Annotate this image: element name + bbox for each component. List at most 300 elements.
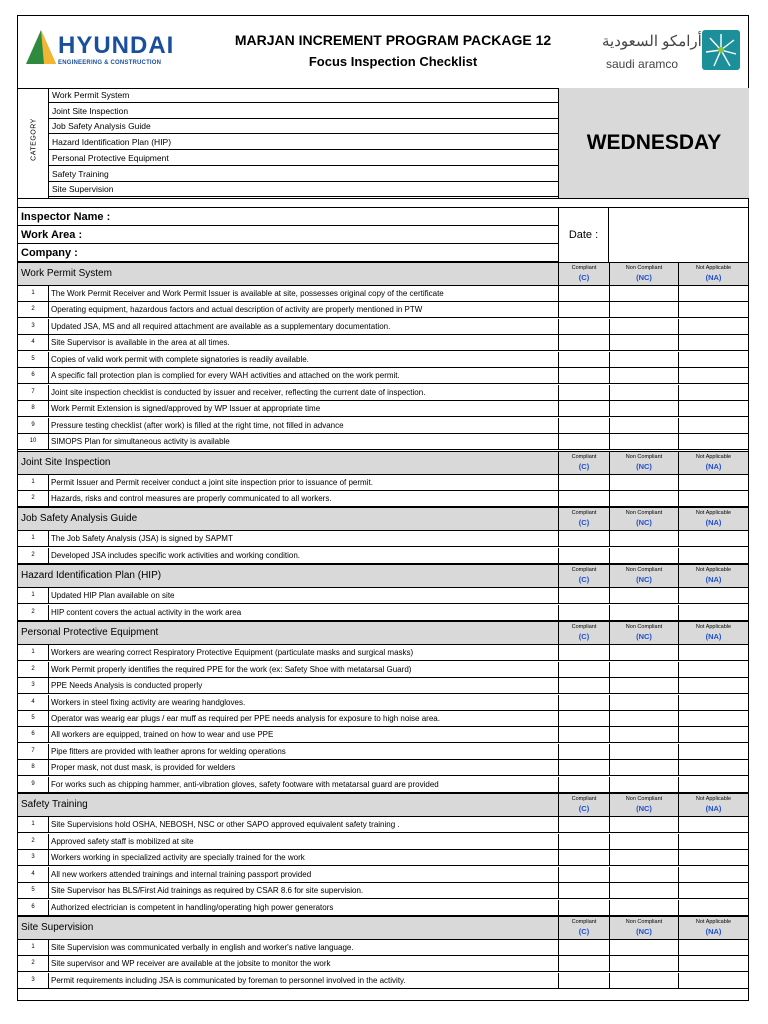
compliant-checkbox-cell[interactable] bbox=[558, 605, 610, 620]
checklist-row bbox=[18, 434, 748, 450]
not-applicable-code: (NA) bbox=[705, 575, 722, 585]
checklist-row bbox=[18, 645, 748, 661]
section-title: Site Supervision bbox=[21, 921, 94, 933]
compliant-checkbox-cell[interactable] bbox=[558, 385, 610, 400]
compliant-checkbox-cell[interactable] bbox=[558, 727, 610, 742]
compliant-checkbox-cell[interactable] bbox=[558, 401, 610, 416]
compliant-checkbox-cell[interactable] bbox=[558, 662, 610, 677]
checklist-item-text: Permit requirements including JSA is communicated by foreman to personnel involved in the activity. bbox=[51, 975, 406, 985]
non-compliant-column-header bbox=[609, 452, 678, 474]
checklist-sheet bbox=[17, 15, 749, 1001]
compliant-column-header bbox=[558, 794, 609, 816]
row-number: 10 bbox=[18, 434, 49, 449]
compliant-column-header bbox=[558, 263, 609, 285]
not-applicable-column-header bbox=[678, 917, 748, 939]
non-compliant-code: (NC) bbox=[636, 273, 652, 282]
non-compliant-checkbox-cell[interactable] bbox=[609, 956, 679, 971]
compliant-code: (C) bbox=[578, 518, 590, 528]
not-applicable-checkbox-cell[interactable] bbox=[678, 401, 749, 416]
section-header bbox=[18, 793, 748, 817]
row-number: 3 bbox=[18, 973, 49, 988]
not-applicable-checkbox-cell[interactable] bbox=[678, 744, 749, 759]
checklist-item-text: Site Supervisor is available in the area at all times. bbox=[51, 338, 230, 348]
checklist-row bbox=[18, 531, 748, 547]
not-applicable-checkbox-cell[interactable] bbox=[678, 335, 749, 350]
not-applicable-checkbox-cell[interactable] bbox=[678, 302, 749, 317]
non-compliant-code: (NC) bbox=[636, 804, 652, 814]
row-number: 2 bbox=[18, 956, 49, 971]
checklist-item-text: The Work Permit Receiver and Work Permit Issuer is available at site, possesses original copy of the certificate bbox=[51, 289, 444, 298]
checklist-item-text: Copies of valid work permit with complete signatories is readily available. bbox=[51, 354, 309, 364]
category-label: CATEGORY bbox=[30, 118, 38, 161]
row-number: 4 bbox=[18, 335, 49, 350]
not-applicable-code: (NA) bbox=[705, 632, 722, 642]
compliant-label: Compliant bbox=[571, 624, 597, 631]
not-applicable-checkbox-cell[interactable] bbox=[678, 418, 749, 433]
not-applicable-label: Not Applicable bbox=[695, 796, 732, 803]
non-compliant-checkbox-cell[interactable] bbox=[609, 401, 679, 416]
checklist-row bbox=[18, 548, 748, 564]
non-compliant-column-header bbox=[609, 794, 678, 816]
non-compliant-code: (NC) bbox=[636, 575, 652, 585]
not-applicable-code: (NA) bbox=[705, 518, 722, 528]
not-applicable-column-header bbox=[678, 508, 748, 530]
not-applicable-column-header bbox=[678, 622, 748, 644]
section-header bbox=[18, 916, 748, 940]
not-applicable-label: Not Applicable bbox=[695, 624, 732, 631]
row-number: 9 bbox=[18, 418, 49, 433]
non-compliant-checkbox-cell[interactable] bbox=[609, 727, 679, 742]
section-header bbox=[18, 621, 748, 645]
row-number: 2 bbox=[18, 302, 49, 317]
non-compliant-checkbox-cell[interactable] bbox=[609, 744, 679, 759]
not-applicable-code: (NA) bbox=[705, 273, 722, 282]
checklist-item-text: Operating equipment, hazardous factors and actual description of activity are properly mentioned in PTW bbox=[51, 305, 423, 315]
compliant-checkbox-cell[interactable] bbox=[558, 777, 610, 792]
row-number: 5 bbox=[18, 883, 49, 898]
section-header bbox=[18, 451, 748, 475]
non-compliant-checkbox-cell[interactable] bbox=[609, 817, 679, 832]
compliant-checkbox-cell[interactable] bbox=[558, 491, 610, 506]
non-compliant-column-header bbox=[609, 263, 678, 285]
compliant-checkbox-cell[interactable] bbox=[558, 900, 610, 915]
not-applicable-checkbox-cell[interactable] bbox=[678, 777, 749, 792]
category-item: Job Safety Analysis Guide bbox=[49, 119, 558, 134]
checklist-item-text: A specific fall protection plan is complied for every WAH activities and attached on the work permit. bbox=[51, 371, 400, 381]
checklist-item-text: Workers are wearing correct Respiratory Protective Equipment (particulate masks and surgical masks) bbox=[51, 648, 414, 658]
compliant-checkbox-cell[interactable] bbox=[558, 973, 610, 988]
row-number: 9 bbox=[18, 777, 49, 792]
not-applicable-checkbox-cell[interactable] bbox=[678, 531, 749, 546]
row-number: 3 bbox=[18, 850, 49, 865]
not-applicable-column-header bbox=[678, 565, 748, 587]
checklist-item-text: For works such as chipping hammer, anti-vibration gloves, safety footware with metatarsal guard are provided bbox=[51, 779, 439, 789]
row-number: 5 bbox=[18, 352, 49, 367]
compliant-checkbox-cell[interactable] bbox=[558, 645, 610, 660]
non-compliant-checkbox-cell[interactable] bbox=[609, 850, 679, 865]
row-number: 2 bbox=[18, 491, 49, 506]
non-compliant-code: (NC) bbox=[636, 461, 652, 471]
checklist-row bbox=[18, 867, 748, 883]
compliant-label: Compliant bbox=[571, 567, 597, 574]
not-applicable-checkbox-cell[interactable] bbox=[678, 956, 749, 971]
compliant-checkbox-cell[interactable] bbox=[558, 302, 610, 317]
not-applicable-code: (NA) bbox=[705, 461, 722, 471]
checklist-row bbox=[18, 744, 748, 760]
not-applicable-checkbox-cell[interactable] bbox=[678, 850, 749, 865]
row-number: 6 bbox=[18, 900, 49, 915]
non-compliant-label: Non Compliant bbox=[625, 567, 663, 574]
compliant-checkbox-cell[interactable] bbox=[558, 548, 610, 563]
non-compliant-checkbox-cell[interactable] bbox=[609, 834, 679, 849]
checklist-item-text: Permit Issuer and Permit receiver conduct a joint site inspection prior to issuance of permit. bbox=[51, 477, 373, 487]
checklist-item-text: Pressure testing checklist (after work) is filled at the right time, not filled in advance bbox=[51, 420, 344, 430]
checklist-row bbox=[18, 956, 748, 972]
compliant-checkbox-cell[interactable] bbox=[558, 319, 610, 334]
compliant-checkbox-cell[interactable] bbox=[558, 940, 610, 955]
aramco-star-icon bbox=[702, 30, 740, 70]
category-item: Site Supervision bbox=[49, 182, 558, 197]
non-compliant-code: (NC) bbox=[636, 518, 652, 528]
checklist-row bbox=[18, 662, 748, 678]
non-compliant-checkbox-cell[interactable] bbox=[609, 491, 679, 506]
aramco-english-text: saudi aramco bbox=[606, 57, 679, 71]
non-compliant-code: (NC) bbox=[636, 926, 652, 936]
compliant-checkbox-cell[interactable] bbox=[558, 711, 610, 726]
compliant-checkbox-cell[interactable] bbox=[558, 368, 610, 383]
compliant-checkbox-cell[interactable] bbox=[558, 335, 610, 350]
non-compliant-column-header bbox=[609, 508, 678, 530]
section-title: Personal Protective Equipment bbox=[21, 627, 159, 639]
not-applicable-checkbox-cell[interactable] bbox=[678, 385, 749, 400]
row-number: 1 bbox=[18, 531, 49, 546]
compliant-checkbox-cell[interactable] bbox=[558, 352, 610, 367]
checklist-item-text: Updated JSA, MS and all required attachment are available as a supplementary documentation. bbox=[51, 321, 391, 331]
not-applicable-checkbox-cell[interactable] bbox=[678, 475, 749, 490]
compliant-checkbox-cell[interactable] bbox=[558, 434, 610, 449]
not-applicable-checkbox-cell[interactable] bbox=[678, 867, 749, 882]
non-compliant-code: (NC) bbox=[636, 632, 652, 642]
row-number: 7 bbox=[18, 385, 49, 400]
non-compliant-checkbox-cell[interactable] bbox=[609, 760, 679, 775]
inspector-name-row: Inspector Name : bbox=[18, 208, 558, 226]
checklist-row bbox=[18, 286, 748, 302]
row-number: 8 bbox=[18, 760, 49, 775]
hyundai-subtitle: ENGINEERING & CONSTRUCTION bbox=[58, 60, 162, 66]
not-applicable-label: Not Applicable bbox=[695, 567, 732, 574]
non-compliant-checkbox-cell[interactable] bbox=[609, 867, 679, 882]
non-compliant-checkbox-cell[interactable] bbox=[609, 777, 679, 792]
compliant-checkbox-cell[interactable] bbox=[558, 834, 610, 849]
row-number: 1 bbox=[18, 940, 49, 955]
not-applicable-checkbox-cell[interactable] bbox=[678, 352, 749, 367]
row-number: 3 bbox=[18, 678, 49, 693]
compliant-label: Compliant bbox=[571, 265, 597, 271]
section-title: Safety Training bbox=[21, 799, 88, 811]
compliant-checkbox-cell[interactable] bbox=[558, 678, 610, 693]
checklist-row bbox=[18, 319, 748, 335]
checklist-row bbox=[18, 335, 748, 351]
not-applicable-label: Not Applicable bbox=[695, 918, 732, 925]
compliant-checkbox-cell[interactable] bbox=[558, 883, 610, 898]
not-applicable-checkbox-cell[interactable] bbox=[678, 605, 749, 620]
compliant-checkbox-cell[interactable] bbox=[558, 531, 610, 546]
compliant-checkbox-cell[interactable] bbox=[558, 850, 610, 865]
compliant-column-header bbox=[558, 622, 609, 644]
non-compliant-column-header bbox=[609, 565, 678, 587]
non-compliant-label: Non Compliant bbox=[625, 796, 663, 803]
not-applicable-checkbox-cell[interactable] bbox=[678, 548, 749, 563]
checklist-item-text: Operator was wearig ear plugs / ear muff as required per PPE needs analysis for exposure to high noise area. bbox=[51, 714, 440, 723]
checklist-row bbox=[18, 711, 748, 727]
category-item: Personal Protective Equipment bbox=[49, 151, 558, 166]
not-applicable-checkbox-cell[interactable] bbox=[678, 695, 749, 710]
non-compliant-label: Non Compliant bbox=[625, 624, 663, 631]
compliant-column-header bbox=[558, 565, 609, 587]
checklist-item-text: Proper mask, not dust mask, is provided for welders bbox=[51, 763, 236, 773]
non-compliant-checkbox-cell[interactable] bbox=[609, 548, 679, 563]
non-compliant-checkbox-cell[interactable] bbox=[609, 940, 679, 955]
non-compliant-checkbox-cell[interactable] bbox=[609, 531, 679, 546]
divider bbox=[18, 198, 748, 208]
compliant-label: Compliant bbox=[571, 510, 597, 517]
compliant-checkbox-cell[interactable] bbox=[558, 956, 610, 971]
non-compliant-checkbox-cell[interactable] bbox=[609, 475, 679, 490]
not-applicable-checkbox-cell[interactable] bbox=[678, 491, 749, 506]
checklist-item-text: Work Permit Extension is signed/approved by WP Issuer at appropriate time bbox=[51, 404, 321, 414]
checklist-row bbox=[18, 605, 748, 621]
checklist-row bbox=[18, 302, 748, 318]
compliant-column-header bbox=[558, 452, 609, 474]
checklist-row bbox=[18, 883, 748, 899]
non-compliant-checkbox-cell[interactable] bbox=[609, 900, 679, 915]
row-number: 2 bbox=[18, 662, 49, 677]
compliant-checkbox-cell[interactable] bbox=[558, 588, 610, 603]
section-header bbox=[18, 564, 748, 588]
compliant-checkbox-cell[interactable] bbox=[558, 744, 610, 759]
compliant-label: Compliant bbox=[571, 453, 597, 460]
compliant-code: (C) bbox=[578, 926, 590, 936]
category-block bbox=[18, 88, 748, 198]
non-compliant-checkbox-cell[interactable] bbox=[609, 695, 679, 710]
not-applicable-checkbox-cell[interactable] bbox=[678, 834, 749, 849]
checklist-item-text: All new workers attended trainings and internal training passport provided bbox=[51, 869, 312, 879]
checklist-item-text: Developed JSA includes specific work activities and working condition. bbox=[51, 550, 301, 560]
row-number: 8 bbox=[18, 401, 49, 416]
compliant-checkbox-cell[interactable] bbox=[558, 867, 610, 882]
non-compliant-checkbox-cell[interactable] bbox=[609, 662, 679, 677]
checklist-row bbox=[18, 491, 748, 507]
checklist-row bbox=[18, 777, 748, 793]
category-item: Hazard Identification Plan (HIP) bbox=[49, 135, 558, 150]
page-subtitle: Focus Inspection Checklist bbox=[308, 54, 478, 69]
section-title: Joint Site Inspection bbox=[21, 456, 111, 468]
non-compliant-label: Non Compliant bbox=[625, 265, 663, 271]
row-number: 7 bbox=[18, 744, 49, 759]
section-title: Job Safety Analysis Guide bbox=[21, 513, 138, 525]
checklist-item-text: Workers in steel fixing activity are wearing handgloves. bbox=[51, 697, 246, 707]
non-compliant-column-header bbox=[609, 622, 678, 644]
hyundai-triangle-icon bbox=[26, 30, 56, 66]
non-compliant-checkbox-cell[interactable] bbox=[609, 368, 679, 383]
checklist-row bbox=[18, 695, 748, 711]
checklist-item-text: Site supervisor and WP receiver are available at the jobsite to monitor the work bbox=[51, 959, 331, 969]
checklist-item-text: Site Supervision was communicated verbally in english and worker's native language. bbox=[51, 942, 354, 952]
checklist-item-text: Site Supervisor has BLS/First Aid trainings as required by CSAR 8.6 for site supervision. bbox=[51, 886, 364, 896]
row-number: 5 bbox=[18, 711, 49, 726]
not-applicable-checkbox-cell[interactable] bbox=[678, 368, 749, 383]
not-applicable-column-header bbox=[678, 794, 748, 816]
checklist-row bbox=[18, 418, 748, 434]
not-applicable-checkbox-cell[interactable] bbox=[678, 319, 749, 334]
category-label-cell bbox=[18, 88, 49, 198]
non-compliant-checkbox-cell[interactable] bbox=[609, 302, 679, 317]
row-number: 1 bbox=[18, 588, 49, 603]
checklist-item-text: SIMOPS Plan for simultaneous activity is available bbox=[51, 437, 230, 447]
section-title: Work Permit System bbox=[21, 268, 112, 279]
compliant-code: (C) bbox=[578, 804, 590, 814]
checklist-row bbox=[18, 760, 748, 776]
not-applicable-checkbox-cell[interactable] bbox=[678, 645, 749, 660]
not-applicable-code: (NA) bbox=[705, 804, 722, 814]
non-compliant-checkbox-cell[interactable] bbox=[609, 335, 679, 350]
not-applicable-label: Not Applicable bbox=[695, 453, 732, 460]
checklist-row bbox=[18, 940, 748, 956]
non-compliant-checkbox-cell[interactable] bbox=[609, 678, 679, 693]
compliant-code: (C) bbox=[578, 273, 590, 282]
checklist-item-text: All workers are equipped, trained on how to wear and use PPE bbox=[51, 730, 274, 740]
checklist-row bbox=[18, 834, 748, 850]
non-compliant-checkbox-cell[interactable] bbox=[609, 588, 679, 603]
category-item: Safety Training bbox=[49, 167, 558, 182]
work-area-row: Work Area : bbox=[18, 226, 558, 244]
row-number: 4 bbox=[18, 695, 49, 710]
non-compliant-checkbox-cell[interactable] bbox=[609, 385, 679, 400]
compliant-code: (C) bbox=[578, 461, 590, 471]
checklist-row bbox=[18, 588, 748, 604]
not-applicable-checkbox-cell[interactable] bbox=[678, 588, 749, 603]
header bbox=[18, 16, 748, 89]
checklist-item-text: PPE Needs Analysis is conducted properly bbox=[51, 681, 203, 691]
non-compliant-checkbox-cell[interactable] bbox=[609, 605, 679, 620]
non-compliant-column-header bbox=[609, 917, 678, 939]
category-item: Joint Site Inspection bbox=[49, 104, 558, 119]
non-compliant-checkbox-cell[interactable] bbox=[609, 883, 679, 898]
compliant-checkbox-cell[interactable] bbox=[558, 475, 610, 490]
checklist-row bbox=[18, 368, 748, 384]
checklist-item-text: Hazards, risks and control measures are properly communicated to all workers. bbox=[51, 493, 332, 503]
non-compliant-checkbox-cell[interactable] bbox=[609, 319, 679, 334]
day-of-week: WEDNESDAY bbox=[558, 88, 749, 198]
not-applicable-label: Not Applicable bbox=[695, 265, 732, 271]
not-applicable-code: (NA) bbox=[705, 926, 722, 936]
compliant-column-header bbox=[558, 508, 609, 530]
not-applicable-checkbox-cell[interactable] bbox=[678, 711, 749, 726]
compliant-checkbox-cell[interactable] bbox=[558, 286, 610, 301]
checklist-row bbox=[18, 727, 748, 743]
date-label: Date : bbox=[558, 208, 609, 262]
checklist-item-text: Authorized electrician is competent in handling/operating high power generators bbox=[51, 902, 334, 912]
not-applicable-checkbox-cell[interactable] bbox=[678, 434, 749, 449]
checklist-item-text: Joint site inspection checklist is conducted by issuer and receiver, reflecting the current date of inspection. bbox=[51, 387, 426, 397]
non-compliant-checkbox-cell[interactable] bbox=[609, 418, 679, 433]
non-compliant-label: Non Compliant bbox=[625, 918, 663, 925]
non-compliant-checkbox-cell[interactable] bbox=[609, 286, 679, 301]
compliant-code: (C) bbox=[578, 632, 590, 642]
not-applicable-checkbox-cell[interactable] bbox=[678, 900, 749, 915]
row-number: 3 bbox=[18, 319, 49, 334]
non-compliant-checkbox-cell[interactable] bbox=[609, 645, 679, 660]
non-compliant-checkbox-cell[interactable] bbox=[609, 352, 679, 367]
row-number: 1 bbox=[18, 817, 49, 832]
not-applicable-label: Not Applicable bbox=[695, 510, 732, 517]
checklist-item-text: Work Permit properly identifies the required PPE for the work (ex: Safety Shoe with metatarsal Guard) bbox=[51, 664, 412, 674]
compliant-checkbox-cell[interactable] bbox=[558, 695, 610, 710]
section-header bbox=[18, 507, 748, 531]
row-number: 2 bbox=[18, 548, 49, 563]
non-compliant-checkbox-cell[interactable] bbox=[609, 434, 679, 449]
not-applicable-column-header bbox=[678, 452, 748, 474]
compliant-checkbox-cell[interactable] bbox=[558, 760, 610, 775]
row-number: 4 bbox=[18, 867, 49, 882]
section-title: Hazard Identification Plan (HIP) bbox=[21, 570, 162, 582]
not-applicable-checkbox-cell[interactable] bbox=[678, 727, 749, 742]
not-applicable-checkbox-cell[interactable] bbox=[678, 883, 749, 898]
not-applicable-column-header bbox=[678, 263, 748, 285]
compliant-checkbox-cell[interactable] bbox=[558, 418, 610, 433]
checklist-row bbox=[18, 850, 748, 866]
company-row: Company : bbox=[18, 244, 558, 262]
checklist-row bbox=[18, 900, 748, 916]
checklist-row bbox=[18, 817, 748, 833]
checklist-item-text: Workers working in specialized activity are specially trained for the work bbox=[51, 853, 305, 863]
category-item: Work Permit System bbox=[49, 88, 558, 103]
checklist-row bbox=[18, 678, 748, 694]
not-applicable-checkbox-cell[interactable] bbox=[678, 286, 749, 301]
row-number: 1 bbox=[18, 286, 49, 301]
checklist-row bbox=[18, 385, 748, 401]
non-compliant-checkbox-cell[interactable] bbox=[609, 711, 679, 726]
row-number: 1 bbox=[18, 475, 49, 490]
row-number: 2 bbox=[18, 834, 49, 849]
row-number: 2 bbox=[18, 605, 49, 620]
checklist-item-text: HIP content covers the actual activity in the work area bbox=[51, 607, 242, 617]
not-applicable-checkbox-cell[interactable] bbox=[678, 973, 749, 988]
compliant-code: (C) bbox=[578, 575, 590, 585]
checklist-row bbox=[18, 475, 748, 491]
row-number: 1 bbox=[18, 645, 49, 660]
page-title: MARJAN INCREMENT PROGRAM PACKAGE 12 bbox=[234, 32, 552, 48]
not-applicable-checkbox-cell[interactable] bbox=[678, 817, 749, 832]
row-number: 6 bbox=[18, 368, 49, 383]
non-compliant-label: Non Compliant bbox=[625, 453, 663, 460]
not-applicable-checkbox-cell[interactable] bbox=[678, 662, 749, 677]
not-applicable-checkbox-cell[interactable] bbox=[678, 760, 749, 775]
checklist-row bbox=[18, 973, 748, 989]
saudi-aramco-logo bbox=[598, 26, 743, 78]
aramco-arabic-text: أرامكو السعودية bbox=[602, 33, 702, 50]
checklist-row bbox=[18, 352, 748, 368]
not-applicable-checkbox-cell[interactable] bbox=[678, 940, 749, 955]
compliant-column-header bbox=[558, 917, 609, 939]
compliant-checkbox-cell[interactable] bbox=[558, 817, 610, 832]
checklist-item-text: Updated HIP Plan available on site bbox=[51, 591, 175, 601]
checklist-row bbox=[18, 401, 748, 417]
not-applicable-checkbox-cell[interactable] bbox=[678, 678, 749, 693]
non-compliant-label: Non Compliant bbox=[625, 510, 663, 517]
non-compliant-checkbox-cell[interactable] bbox=[609, 973, 679, 988]
checklist-item-text: The Job Safety Analysis (JSA) is signed by SAPMT bbox=[51, 534, 233, 544]
